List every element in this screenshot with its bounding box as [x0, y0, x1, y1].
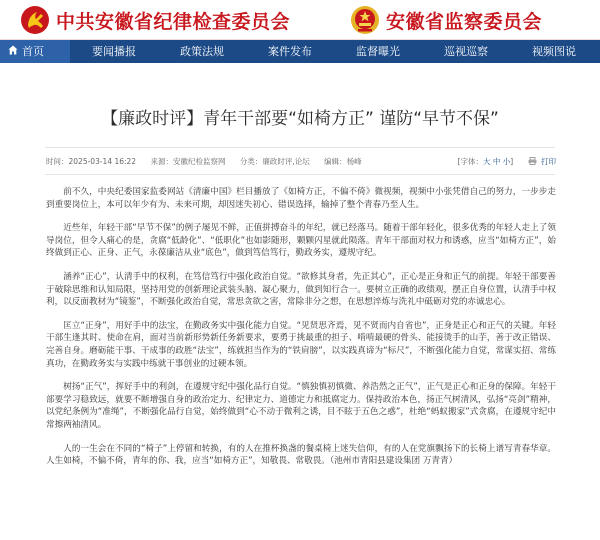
article-paragraph: 人的一生会在不同的“椅子”上停留和转换，有的人在推杯换盏的餐桌椅上迷失信仰，有的人在党旗飘扬下的长椅上谱写青春华章。人生如椅，不偏不倚，青年的你、我，应当“如椅方正”，知敬畏、常敬畏。（池州市青阳县建设集团 万青青） — [46, 443, 556, 467]
nav-item-regulations[interactable]: 政策法规 — [180, 45, 224, 58]
font-small-button[interactable]: 小 — [502, 157, 511, 166]
article-meta — [46, 156, 556, 170]
nav-item-news[interactable]: 要闻播报 — [92, 45, 136, 58]
font-size-close: ] — [510, 157, 514, 166]
home-icon — [8, 40, 18, 63]
nav-item-home-label: 首页 — [22, 45, 44, 58]
title-divider — [45, 147, 555, 148]
header-org-left-name: 中共安徽省纪律检查委员会 — [56, 10, 291, 33]
nav-item-video[interactable]: 视频图说 — [532, 45, 576, 58]
font-large-button[interactable]: 大 — [483, 157, 491, 166]
print-label: 打印 — [541, 157, 556, 166]
article-paragraph: 前不久，中央纪委国家监委网站《清廉中国》栏目播放了《如椅方正，不偏不倚》微视频，视频中小张凭借自己的努力，一步步走到重要岗位上，本可以年少有为、未来可期，却因迷失初心、错误选择，输掉了整个青春乃至人生。 — [46, 187, 556, 210]
article-paragraph: 匡立“正身”，用好手中的法宝，在勤政务实中强化能力自觉。“见贤思齐焉，见不贤而内自省也”，正身是正心和正气的关键。年轻干部生逢其时、使命在肩，面对当前新形势新任务新要求，要勇于挑最重的担子、啃啃最硬的骨头、能接烫手的山芋，善于改正错误、完善自身。磨砺能干事、干成事的政胜“法宝”，练就担当作为的“铁肩膀”，以实践真谛为“标尺”，不断强化能力自觉，常谋实招、常练真功，在勤政务实与实践中练就干事创业的过硬本领。 — [46, 320, 556, 369]
nav-item-home[interactable] — [0, 40, 70, 63]
article-container — [0, 63, 600, 540]
nav-item-inspection[interactable]: 巡视巡察 — [444, 45, 488, 58]
article-paragraph: 树扬“正气”，挥好手中的利剑，在遵规守纪中强化品行自觉。“慎独慎初慎微、养浩然之正气”，正气是正心和正身的保障。年轻干部要学习稳致远，就要不断增强自身的政治定力、纪律定力、道德定力和抵腐定力。保持政治本色，扬正气树清风，弘扬“亮剑”精神，以党纪条例为“准绳”，不断强化品行自觉，始终做到“心不动于微利之诱，目不眩于五色之惑”，杜绝“蚂蚁搬家”式贪腐，在遵规守纪中常擦两袖清风。 — [46, 382, 556, 430]
article-title: 【廉政时评】青年干部要“如椅方正” 谨防“早节不保” — [101, 109, 499, 129]
party-emblem-icon — [20, 5, 50, 35]
header-org-left[interactable] — [20, 4, 290, 36]
printer-icon — [528, 157, 537, 165]
main-nav — [0, 40, 600, 63]
meta-source: 来源：安徽纪检监察网 — [150, 157, 226, 166]
article-body — [46, 175, 556, 468]
nav-item-cases[interactable]: 案件发布 — [268, 45, 312, 58]
national-emblem-icon — [350, 5, 380, 35]
nav-item-exposure[interactable]: 监督曝光 — [356, 45, 400, 58]
font-size-label-text: [字体： — [457, 157, 483, 166]
print-button[interactable] — [528, 156, 556, 167]
font-size-label — [458, 156, 514, 167]
header-org-right-name: 安徽省监察委员会 — [386, 10, 543, 33]
meta-time: 时间：2025-03-14 16:22 — [46, 157, 137, 166]
meta-category: 分类：廉政时评,论坛 — [239, 157, 310, 166]
meta-editor: 编辑：杨峰 — [324, 157, 362, 166]
meta-tools — [458, 156, 556, 167]
article-paragraph: 近些年，年轻干部“早节不保”的例子屡见不鲜，正值拼搏奋斗的年纪，就已经落马。随着干部年轻化，很多优秀的年轻人走上了领导岗位，但令人痛心的是，贪腐“低龄化”、“低职化”也如影随形，颗颗闪星就此陨落。青年干部面对权力和诱惑，应当“如椅方正”，始终做到正心、正身、正气，永葆廉洁从业“底色”，做到笃信笃行，勤政务实，遵规守纪。 — [46, 223, 556, 259]
font-medium-button[interactable]: 中 — [492, 157, 501, 166]
header-org-right[interactable] — [350, 4, 542, 36]
site-header — [0, 0, 600, 40]
article-paragraph: 涵养“正心”，认清手中的权利，在笃信笃行中强化政治自觉。“欲修其身者，先正其心”，正心是正身和正气的前提。年轻干部要善于破除思维和认知局限，坚持用党的创新理论武装头脑、凝心聚力，做到知行合一。要树立正确的政绩观，摆正自身位置，认清手中权利，以反面教材为“镜鉴”，不断强化政治自觉，常思贪欲之害，常除非分之想，在思想淬炼与洗礼中砥砺对党的赤诚忠心。 — [46, 271, 556, 308]
